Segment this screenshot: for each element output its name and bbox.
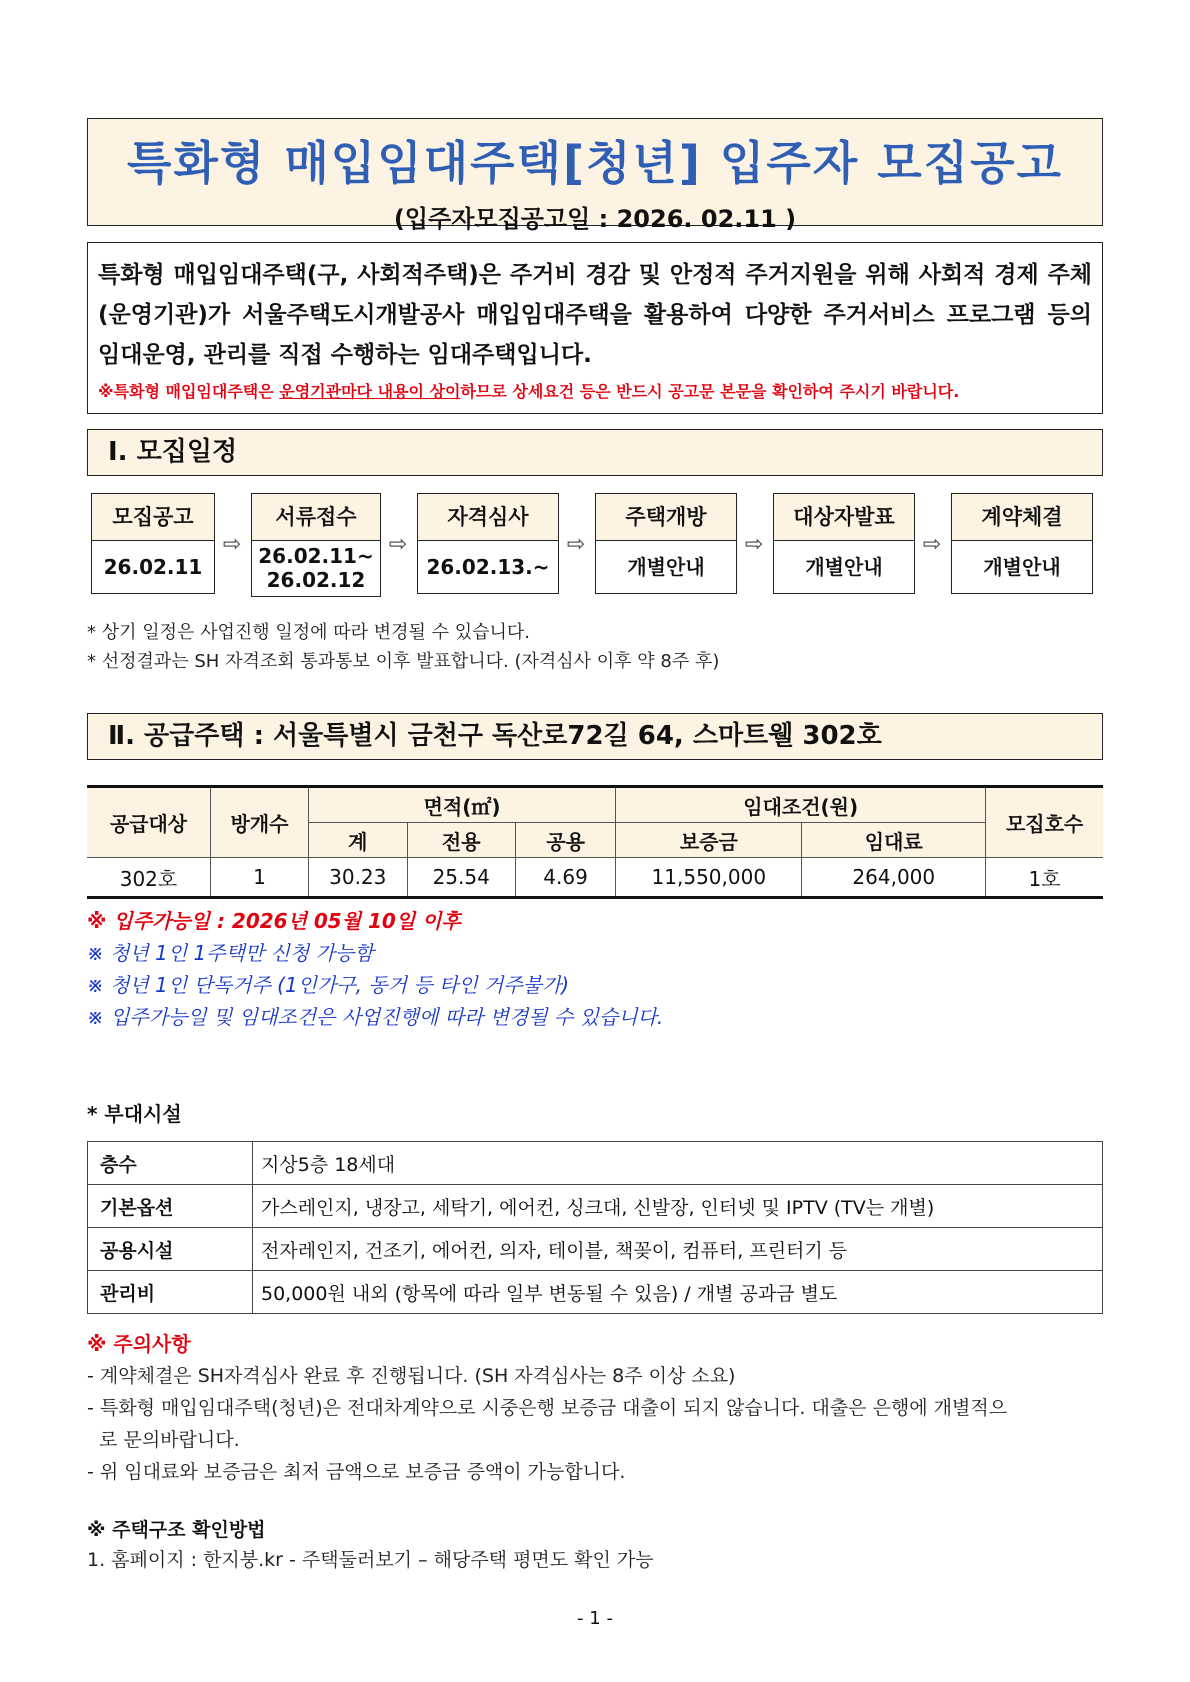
- intro-text: 특화형 매입임대주택(구, 사회적주택)은 주거비 경감 및 안정적 주거지원을 위해 사회적 경제 주체(운영기관)가 서울주택도시개발공사 매입임대주택을 활용하여 다양한 주거서비스 프로그램 등의 임대운영, 관리를 직접 수행하는 임대주택입니다.: [98, 262, 1092, 368]
- arrow-right-icon: ⇨: [222, 532, 242, 557]
- caution-heading: ※ 주의사항: [87, 1332, 191, 1356]
- schedule-step-value: 개별안내: [983, 555, 1061, 579]
- intro-note: [98, 379, 1092, 402]
- page-number: - 1 -: [577, 1608, 613, 1629]
- cell-households: 1호: [986, 858, 1103, 898]
- facilities-heading: * 부대시설: [87, 1102, 182, 1126]
- schedule-step-3: [417, 493, 559, 594]
- section-supply-header: Ⅱ. 공급주택 : 서울특별시 금천구 독산로72길 64, 스마트웰 302호: [87, 713, 1103, 760]
- col-households: 모집호수: [986, 787, 1103, 858]
- caution-item-2-cont: 로 문의바랍니다.: [87, 1429, 240, 1451]
- facility-value: 50,000원 내외 (항목에 따라 일부 변동될 수 있음) / 개별 공과금 별도: [253, 1271, 1103, 1314]
- supply-table: [87, 785, 1103, 899]
- col-deposit: 보증금: [616, 823, 802, 858]
- schedule-step-value: 26.02.13.~: [426, 555, 550, 579]
- structure-item: 1. 홈페이지 : 한지붕.kr - 주택둘러보기 – 해당주택 평면도 확인 가능: [87, 1549, 654, 1571]
- announcement-date: (입주자모집공고일 : 2026. 02.11 ): [393, 205, 797, 233]
- page-title: 특화형 매입임대주택[청년] 입주자 모집공고: [127, 136, 1063, 190]
- schedule-step-1: [91, 493, 215, 594]
- schedule-step-6: [951, 493, 1093, 594]
- schedule-step-label: 대상자발표: [774, 494, 914, 541]
- schedule-step-4: [595, 493, 737, 594]
- intro-note-underlined: 운영기관마다 내용이 상이: [279, 382, 461, 401]
- arrow-right-icon: ⇨: [744, 532, 764, 557]
- schedule-step-value: 26.02.11~ 26.02.12: [258, 544, 374, 592]
- facility-value: 가스레인지, 냉장고, 세탁기, 에어컨, 싱크대, 신발장, 인터넷 및 IPTV (TV는 개별): [253, 1185, 1103, 1228]
- col-rooms: 방개수: [210, 787, 308, 858]
- structure-heading: ※ 주택구조 확인방법: [87, 1519, 266, 1541]
- cell-area-total: 30.23: [309, 858, 408, 898]
- section-schedule-header: Ⅰ. 모집일정: [87, 429, 1103, 476]
- table-row: [88, 1185, 1103, 1228]
- facility-label: 관리비: [88, 1271, 253, 1314]
- intro-box: [87, 242, 1103, 414]
- caution-item-1: - 계약체결은 SH자격심사 완료 후 진행됩니다. (SH 자격심사는 8주 이상 소요): [87, 1365, 736, 1387]
- schedule-step-5: [773, 493, 915, 594]
- title-box: [87, 118, 1103, 233]
- supply-note-2: ※ 청년 1인 단독거주 (1인가구, 동거 등 타인 거주불가): [87, 973, 570, 997]
- schedule-note-1: * 상기 일정은 사업진행 일정에 따라 변경될 수 있습니다.: [87, 622, 531, 643]
- table-row: [88, 1271, 1103, 1314]
- col-area-private: 전용: [407, 823, 515, 858]
- schedule-step-label: 자격심사: [418, 494, 558, 541]
- move-in-date-note: ※ 입주가능일 : 2026년 05월 10일 이후: [87, 909, 461, 933]
- cell-target: 302호: [87, 858, 210, 898]
- facilities-table: [87, 1141, 1103, 1314]
- col-rent-cond: 임대조건(원): [616, 787, 986, 823]
- schedule-step-2: [251, 493, 381, 597]
- table-row: [88, 1228, 1103, 1271]
- intro-note-part-a: ※특화형 매입임대주택은: [98, 382, 280, 401]
- schedule-note-2: * 선정결과는 SH 자격조회 통과통보 이후 발표합니다. (자격심사 이후 약 8주 후): [87, 651, 720, 672]
- facility-value: 지상5층 18세대: [253, 1142, 1103, 1185]
- intro-note-part-c: 하므로 상세요건 등은 반드시 공고문 본문을 확인하여 주시기 바랍니다.: [460, 382, 960, 401]
- col-target: 공급대상: [87, 787, 210, 858]
- caution-item-2: - 특화형 매입임대주택(청년)은 전대차계약으로 시중은행 보증금 대출이 되지 않습니다. 대출은 은행에 개별적으: [87, 1397, 1008, 1419]
- schedule-step-label: 모집공고: [92, 494, 214, 541]
- col-rent: 임대료: [802, 823, 986, 858]
- facility-value: 전자레인지, 건조기, 에어컨, 의자, 테이블, 책꽂이, 컴퓨터, 프린터기 등: [253, 1228, 1103, 1271]
- cell-deposit: 11,550,000: [616, 858, 802, 898]
- cell-rooms: 1: [210, 858, 308, 898]
- facility-label: 공용시설: [88, 1228, 253, 1271]
- arrow-right-icon: ⇨: [922, 532, 942, 557]
- schedule-step-label: 주택개방: [596, 494, 736, 541]
- cell-rent: 264,000: [802, 858, 986, 898]
- cell-area-common: 4.69: [515, 858, 615, 898]
- supply-note-1: ※ 청년 1인 1주택만 신청 가능함: [87, 941, 374, 965]
- table-row: [88, 1142, 1103, 1185]
- caution-item-3: - 위 임대료와 보증금은 최저 금액으로 보증금 증액이 가능합니다.: [87, 1461, 626, 1483]
- arrow-right-icon: ⇨: [566, 532, 586, 557]
- schedule-step-value: 26.02.11: [103, 555, 203, 579]
- col-area: 면적(㎡): [309, 787, 616, 823]
- schedule-step-label: 계약체결: [952, 494, 1092, 541]
- schedule-step-label: 서류접수: [252, 494, 380, 541]
- table-row: [87, 858, 1103, 898]
- supply-note-3: ※ 입주가능일 및 임대조건은 사업진행에 따라 변경될 수 있습니다.: [87, 1005, 664, 1029]
- arrow-right-icon: ⇨: [388, 532, 408, 557]
- schedule-step-value: 개별안내: [627, 555, 705, 579]
- facility-label: 층수: [88, 1142, 253, 1185]
- schedule-step-value: 개별안내: [805, 555, 883, 579]
- cell-area-private: 25.54: [407, 858, 515, 898]
- col-area-total: 계: [309, 823, 408, 858]
- facility-label: 기본옵션: [88, 1185, 253, 1228]
- col-area-common: 공용: [515, 823, 615, 858]
